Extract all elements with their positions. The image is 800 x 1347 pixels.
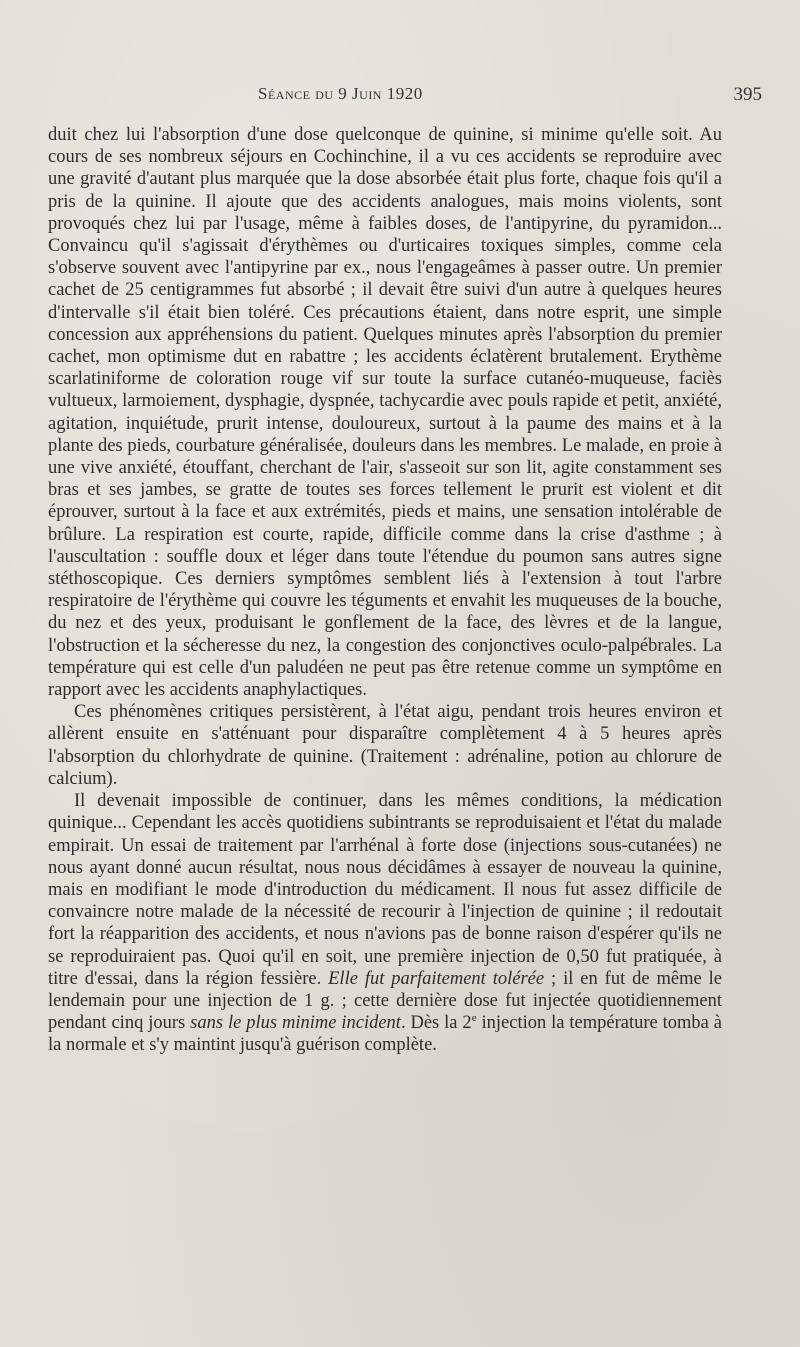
paragraph-3 — [48, 790, 722, 1056]
page-number: 395 — [733, 84, 762, 105]
paragraph-3-text-4: injection la température tomba à la normale et s'y maintint jusqu'à guérison complète. — [48, 1013, 723, 1056]
paragraph-1: duit chez lui l'absorption d'une dose quelconque de quinine, si minime qu'elle soit. Au cours de ses nombreux séjours en Cochinchine, il a vu ces accidents se reproduire avec une gravité d'autant plus marquée que la dose absorbée était plus forte, chaque fois qu'il a pris de la quinine. Il ajoute que des accidents analogues, mais moins violents, sont provoqués chez lui par l'usage, même à faibles doses, de l'antipyrine, du pyramidon... Convaincu qu'il s'agissait d'érythèmes ou d'urticaires toxiques simples, comme cela s'observe souvent avec l'antipyrine par ex., nous l'engageâmes à passer outre. Un premier cachet de 25 centigrammes fut absorbé ; il devait être suivi d'un autre à quelques heures d'intervalle s'il était bien toléré. Ces précautions étaient, dans notre esprit, une simple concession aux appréhensions du patient. Quelques minutes après l'absorption du premier cachet, mon optimisme dut en rabattre ; les accidents éclatèrent brutalement. Erythème scarlatiniforme de coloration rouge vif sur toute la surface cutanéo-muqueuse, faciès vultueux, larmoiement, dysphagie, dyspnée, tachycardie avec pouls rapide et petit, anxiété, agitation, inquiétude, prurit intense, douloureux, surtout à la paume des mains et à la plante des pieds, courbature généralisée, douleurs dans les membres. Le malade, en proie à une vive anxiété, étouffant, cherchant de l'air, s'asseoit sur son lit, agite constamment ses bras et ses jambes, se gratte de toutes ses forces tellement le prurit est violent et dit éprouver, surtout à la face et aux extrémités, pieds et mains, une sensation intolérable de brûlure. La respiration est courte, rapide, difficile comme dans la crise d'asthme ; à l'auscultation : souffle doux et léger dans toute l'étendue du poumon sans autres signe stéthoscopique. Ces derniers symptômes semblent liés à l'extension à tout l'arbre respiratoire de l'érythème qui couvre les téguments et envahit les muqueuses de la bouche, du nez et des yeux, produisant le gonflement de la face, des lèvres et de la langue, l'obstruction et la sécheresse du nez, la congestion des conjonctives oculo-palpébrales. La température qui est celle d'un paludéen ne peut pas être retenue comme un symptôme en rapport avec les accidents anaphylactiques. — [48, 125, 722, 701]
body-text — [48, 124, 722, 1057]
paragraph-3-italic-1: Elle fut parfaitement tolérée — [328, 968, 545, 989]
paragraph-3-italic-2: sans le plus minime incident — [190, 1013, 401, 1034]
superscript-e: e — [471, 1011, 477, 1024]
running-head: Séance du 9 Juin 1920 — [258, 84, 423, 103]
paragraph-3-text-1: Il devenait impossible de continuer, dans les mêmes conditions, la médication quinique... Cependant les accès quotidiens subintrants se reproduisaient et l'état du malade empirait. Un essai de traitement par l'arrhénal à forte dose (injections sous-cutanées) ne nous ayant donné aucun résultat, nous nous décidâmes à essayer de nouveau la quinine, mais en modifiant le mode d'introduction du médicament. Il nous fut assez difficile de convaincre notre malade de la nécessité de recourir à l'injection de quinine ; il redoutait fort la réapparition des accidents, et nous n'avions pas de bonne raison d'espérer qu'ils ne se reproduiraient pas. Quoi qu'il en soit, une première injection de 0,50 fut pratiquée, à titre d'essai, dans la région fessière. — [48, 791, 722, 989]
page-header — [0, 84, 800, 108]
paragraph-3-text-2: ; il en fut de même le lendemain pour une injection de 1 g. ; cette dernière dose fut injectée quotidiennement pendant cinq jours — [48, 968, 722, 1034]
paragraph-2: Ces phénomènes critiques persistèrent, à l'état aigu, pendant trois heures environ et allèrent ensuite en s'atténuant pour disparaître complètement 4 à 5 heures après l'absorption du chlorhydrate de quinine. (Traitement : adrénaline, potion au chlorure de calcium). — [48, 702, 722, 789]
paragraph-3-text-3: . Dès la 2 — [400, 1013, 472, 1034]
